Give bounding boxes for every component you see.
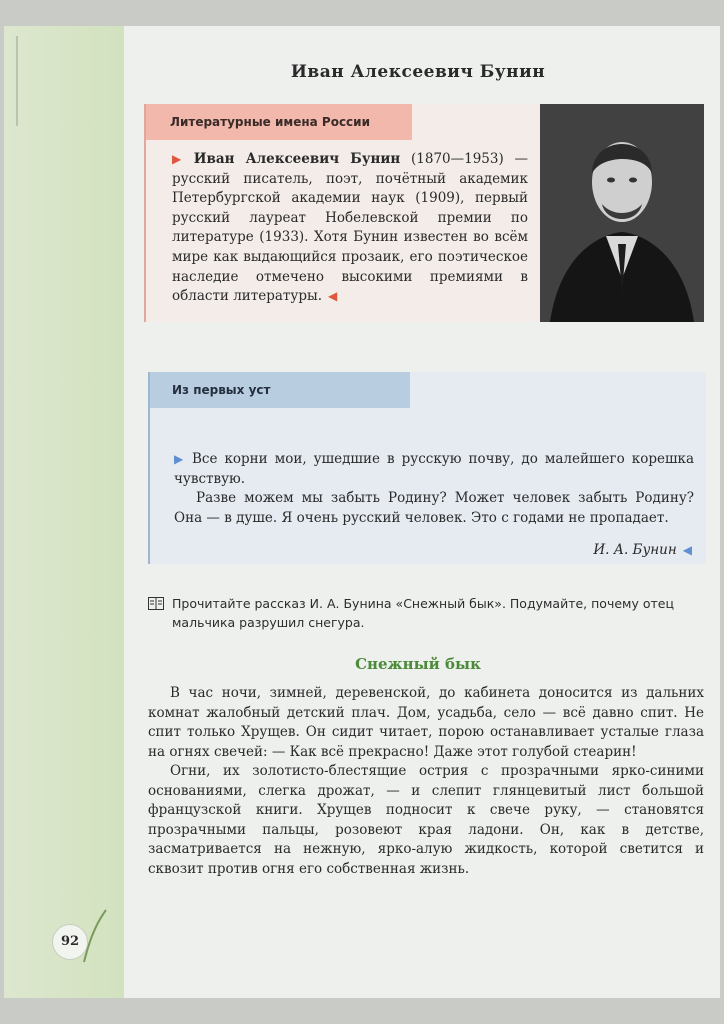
arrow-left-icon: ◀ [682,543,692,557]
portrait-icon [540,104,704,322]
author-portrait [540,104,704,322]
margin-line [16,36,18,126]
page-number: 92 [52,924,88,960]
quote-text [174,450,694,528]
story-text [148,684,704,879]
biography-text [172,150,528,307]
reading-task: Прочитайте рассказ И. А. Бунина «Снежный бык». Подумайте, почему отец мальчика разрушил снегура. [172,596,674,630]
quote-author: И. А. Бунин ◀ [593,542,692,558]
story-title: Снежный бык [355,655,481,673]
page-title: Иван Алексеевич Бунин [290,62,546,82]
book-icon [148,597,164,610]
biography-body: (1870—1953) — русский писатель, поэт, почётный академик Петербургской академии наук (1909), первый русский лауреат Нобелевской премии по литературе (1933). Хотя Бунин известен во всём мире как выдающийся прозаик, его поэтическое наследие отмечено высокими премиями в области литературы. [172,151,528,305]
quote-paragraph: ▶ Все корни мои, ушедшие в русскую почву, до малейшего корешка чувствую. [174,451,694,487]
quote-header: Из первых уст [150,372,410,408]
story-paragraph: Огни, их золотисто-блестящие острия с прозрачными ярко-синими основаниями, слегка дрожат, — и слепит глянцевитый лист большой французской книги. Хрущев подносит к свече руку, — становятся прозрачными пальцы, розовеют края ладони. Он, как в детстве, засматривается на нежную, ярко-алую жидкость, которой светится и сквозит против огня его собственная жизнь. [148,763,704,877]
arrow-right-icon: ▶ [172,152,188,166]
quote-box [148,372,706,564]
page-margin-band [4,26,124,998]
story-paragraph: В час ночи, зимней, деревенской, до кабинета доносится из дальних комнат жалобный детский плач. Дом, усадьба, село — всё давно спит. Не спит только Хрущев. Он сидит читает, порою останавливает усталые глаза на огнях свечей: — Как всё прекрасно! Даже этот голубой стеарин! [148,685,704,760]
arrow-right-icon: ▶ [174,452,186,466]
quote-paragraph: Разве можем мы забыть Родину? Может человек забыть Родину? Она — в душе. Я очень русский человек. Это с годами не пропадает. [174,490,694,526]
literary-names-header: Литературные имена России [146,104,412,140]
author-name: Иван Алексеевич Бунин [193,151,401,167]
literary-names-box [144,104,542,322]
arrow-left-icon: ◀ [328,289,338,304]
